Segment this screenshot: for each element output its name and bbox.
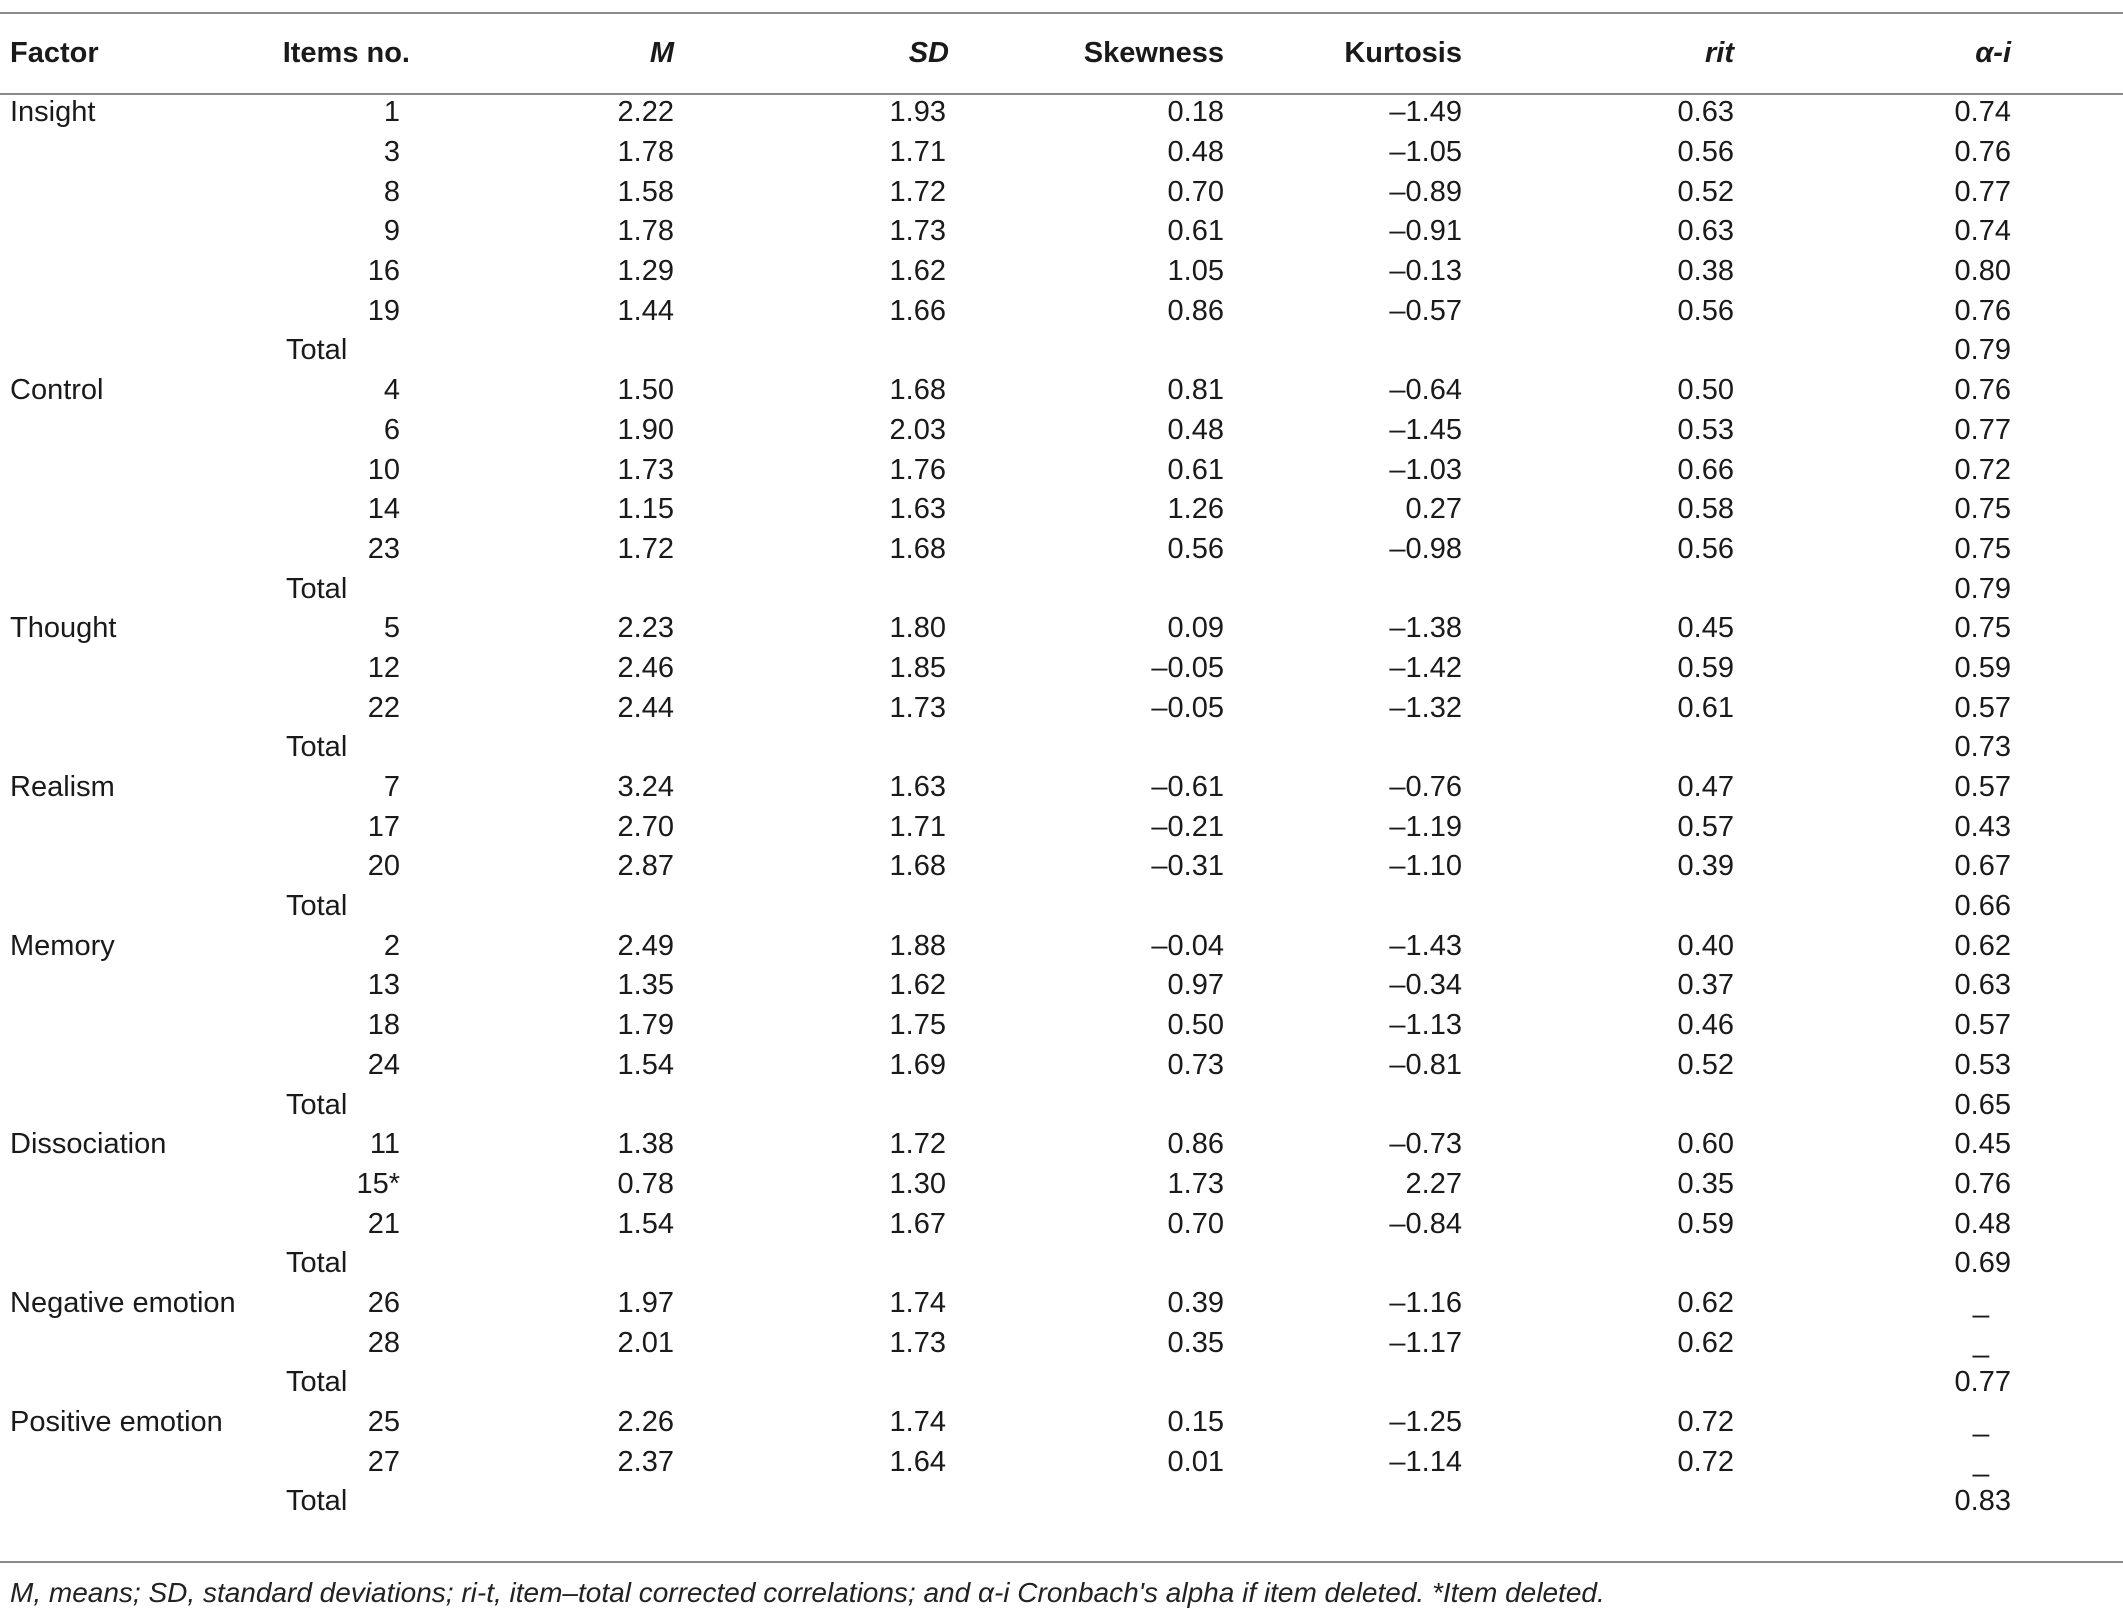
cell-item: 19 [367,294,400,327]
cell-factor: Insight [10,96,96,129]
cell-kurtosis: 2.27 [1405,1167,1462,1200]
cell-item: 3 [383,136,400,169]
header-sd: SD [908,37,949,69]
cell-rit: 0.53 [1677,413,1734,446]
cell-skewness: 0.48 [1167,413,1224,446]
cell-rit: 0.37 [1677,969,1734,1002]
cell-skewness: 0.86 [1167,1128,1224,1161]
cell-alpha: 0.57 [1954,771,2011,804]
cell-item: 27 [367,1445,400,1478]
cell-rit: 0.59 [1677,1207,1734,1240]
cell-item: 12 [367,651,400,684]
cell-alpha: 0.43 [1954,810,2011,843]
header-items: Items no. [282,37,410,69]
cell-kurtosis: –1.14 [1389,1445,1462,1478]
table-row [0,1125,2123,1165]
cell-sd: 1.62 [889,969,946,1002]
cell-skewness: 0.18 [1167,96,1224,129]
cell-kurtosis: –1.38 [1389,612,1462,645]
cell-kurtosis: –1.03 [1389,453,1462,486]
table-row [0,609,2123,649]
cell-rit: 0.59 [1677,651,1734,684]
cell-sd: 1.74 [889,1406,946,1439]
cell-rit: 0.72 [1677,1406,1734,1439]
cell-mean: 2.49 [617,929,674,962]
cell-skewness: –0.31 [1151,850,1224,883]
cell-item: 15* [356,1167,400,1200]
cell-sd: 1.69 [889,1048,946,1081]
total-alpha: 0.77 [1954,1366,2011,1399]
cell-mean: 2.26 [617,1406,674,1439]
cell-skewness: –0.04 [1151,929,1224,962]
cell-item: 1 [383,96,400,129]
cell-mean: 1.54 [617,1048,674,1081]
header-alpha: α-i [1975,37,2011,69]
cell-rit: 0.60 [1677,1128,1734,1161]
cell-alpha: 0.77 [1954,413,2011,446]
cell-sd: 1.72 [889,175,946,208]
cell-mean: 2.87 [617,850,674,883]
table-row [0,1204,2123,1244]
cell-mean: 1.50 [617,374,674,407]
total-alpha: 0.65 [1954,1088,2011,1121]
cell-kurtosis: –1.10 [1389,850,1462,883]
table-row [0,291,2123,331]
cell-mean: 2.37 [617,1445,674,1478]
cell-mean: 2.22 [617,96,674,129]
total-row [0,728,2123,768]
cell-factor [0,291,270,331]
cell-sd: 1.71 [889,810,946,843]
cell-kurtosis: –0.13 [1389,255,1462,288]
cell-item: 6 [383,413,400,446]
cell-item: 22 [367,691,400,724]
cell-factor: Positive emotion [10,1406,223,1439]
cell-alpha: 0.72 [1954,453,2011,486]
cell-factor [0,966,270,1006]
table-row [0,1323,2123,1363]
cell-item: 28 [367,1326,400,1359]
cell-sd: 1.85 [889,651,946,684]
cell-factor [0,1442,270,1482]
total-label: Total [286,1088,348,1121]
cell-skewness: 1.05 [1167,255,1224,288]
cell-sd: 1.73 [889,1326,946,1359]
cell-sd: 1.63 [889,771,946,804]
cell-item: 10 [367,453,400,486]
cell-factor [0,847,270,887]
cell-alpha: _ [1972,1445,1989,1478]
cell-rit: 0.50 [1677,374,1734,407]
cell-alpha: 0.76 [1954,1167,2011,1200]
cell-item: 4 [383,374,400,407]
table-row [0,1046,2123,1086]
table-row [0,1165,2123,1205]
cell-skewness: 1.26 [1167,493,1224,526]
table-row [0,212,2123,252]
cell-sd: 1.68 [889,374,946,407]
total-row [0,1363,2123,1403]
cell-mean: 2.46 [617,651,674,684]
cell-kurtosis: –1.16 [1389,1286,1462,1319]
table-row [0,1442,2123,1482]
cell-mean: 1.38 [617,1128,674,1161]
cell-item: 7 [383,771,400,804]
cell-skewness: 0.39 [1167,1286,1224,1319]
cell-item: 14 [367,493,400,526]
cell-rit: 0.35 [1677,1167,1734,1200]
cell-sd: 1.80 [889,612,946,645]
cell-skewness: 0.70 [1167,1207,1224,1240]
total-alpha: 0.79 [1954,334,2011,367]
header-kurtosis: Kurtosis [1344,37,1462,69]
total-alpha: 0.83 [1954,1485,2011,1518]
cell-skewness: –0.05 [1151,651,1224,684]
cell-rit: 0.66 [1677,453,1734,486]
cell-skewness: 0.15 [1167,1406,1224,1439]
total-label: Total [286,1247,348,1280]
cell-item: 20 [367,850,400,883]
table-row [0,649,2123,689]
cell-sd: 1.73 [889,691,946,724]
total-label: Total [286,1366,348,1399]
cell-factor [0,450,270,490]
cell-factor: Memory [10,929,115,962]
cell-rit: 0.57 [1677,810,1734,843]
cell-item: 24 [367,1048,400,1081]
total-row [0,1244,2123,1284]
cell-factor [0,411,270,451]
cell-item: 5 [383,612,400,645]
cell-factor [0,530,270,570]
total-label: Total [286,731,348,764]
cell-alpha: 0.53 [1954,1048,2011,1081]
cell-item: 13 [367,969,400,1002]
cell-factor [0,1204,270,1244]
cell-skewness: 0.97 [1167,969,1224,1002]
cell-item: 9 [383,215,400,248]
table-row [0,252,2123,292]
total-row [0,887,2123,927]
cell-alpha: _ [1972,1286,1989,1319]
cell-skewness: 0.86 [1167,294,1224,327]
cell-kurtosis: –0.34 [1389,969,1462,1002]
cell-alpha: 0.77 [1954,175,2011,208]
table-row [0,966,2123,1006]
statistics-table [0,14,2123,1522]
cell-skewness: 0.73 [1167,1048,1224,1081]
cell-kurtosis: –1.42 [1389,651,1462,684]
cell-factor [0,1006,270,1046]
cell-rit: 0.72 [1677,1445,1734,1478]
cell-rit: 0.46 [1677,1009,1734,1042]
cell-alpha: 0.75 [1954,612,2011,645]
cell-kurtosis: –1.19 [1389,810,1462,843]
cell-skewness: –0.61 [1151,771,1224,804]
table-row [0,371,2123,411]
cell-sd: 1.74 [889,1286,946,1319]
header-mean: M [649,37,674,69]
cell-sd: 1.67 [889,1207,946,1240]
table-row [0,1284,2123,1324]
total-alpha: 0.66 [1954,890,2011,923]
table-row [0,1006,2123,1046]
cell-mean: 1.90 [617,413,674,446]
cell-factor [0,649,270,689]
cell-skewness: 0.48 [1167,136,1224,169]
cell-skewness: –0.21 [1151,810,1224,843]
cell-kurtosis: –1.05 [1389,136,1462,169]
cell-mean: 1.72 [617,532,674,565]
cell-alpha: 0.74 [1954,215,2011,248]
cell-alpha: 0.45 [1954,1128,2011,1161]
cell-sd: 2.03 [889,413,946,446]
cell-mean: 3.24 [617,771,674,804]
cell-kurtosis: –0.76 [1389,771,1462,804]
cell-mean: 1.54 [617,1207,674,1240]
cell-kurtosis: –0.98 [1389,532,1462,565]
cell-alpha: 0.62 [1954,929,2011,962]
cell-mean: 1.15 [617,493,674,526]
cell-mean: 1.35 [617,969,674,1002]
cell-item: 25 [367,1406,400,1439]
cell-rit: 0.63 [1677,215,1734,248]
cell-item: 18 [367,1009,400,1042]
cell-sd: 1.93 [889,96,946,129]
cell-mean: 1.58 [617,175,674,208]
cell-kurtosis: –1.49 [1389,96,1462,129]
cell-factor [0,807,270,847]
table-row [0,450,2123,490]
cell-mean: 1.97 [617,1286,674,1319]
cell-kurtosis: –1.13 [1389,1009,1462,1042]
cell-rit: 0.52 [1677,175,1734,208]
cell-kurtosis: –1.43 [1389,929,1462,962]
cell-sd: 1.62 [889,255,946,288]
total-row [0,331,2123,371]
cell-mean: 1.78 [617,136,674,169]
cell-factor: Realism [10,771,115,804]
bottom-rule [0,1561,2123,1563]
table-row [0,807,2123,847]
total-label: Total [286,890,348,923]
cell-rit: 0.62 [1677,1326,1734,1359]
cell-kurtosis: –0.84 [1389,1207,1462,1240]
cell-factor [0,1323,270,1363]
cell-item: 2 [383,929,400,962]
table-row [0,926,2123,966]
cell-mean: 1.78 [617,215,674,248]
cell-factor [0,1165,270,1205]
cell-alpha: 0.75 [1954,493,2011,526]
cell-alpha: 0.63 [1954,969,2011,1002]
cell-rit: 0.56 [1677,532,1734,565]
cell-mean: 2.44 [617,691,674,724]
cell-mean: 0.78 [617,1167,674,1200]
cell-rit: 0.58 [1677,493,1734,526]
cell-rit: 0.45 [1677,612,1734,645]
table-row [0,530,2123,570]
cell-factor [0,172,270,212]
cell-mean: 1.44 [617,294,674,327]
cell-kurtosis: 0.27 [1405,493,1462,526]
cell-sd: 1.75 [889,1009,946,1042]
cell-kurtosis: –0.73 [1389,1128,1462,1161]
cell-mean: 1.73 [617,453,674,486]
cell-mean: 1.29 [617,255,674,288]
cell-rit: 0.62 [1677,1286,1734,1319]
cell-factor [0,252,270,292]
cell-sd: 1.30 [889,1167,946,1200]
cell-alpha: _ [1972,1406,1989,1439]
header-skewness: Skewness [1083,37,1224,69]
cell-kurtosis: –0.91 [1389,215,1462,248]
cell-skewness: 0.61 [1167,215,1224,248]
cell-item: 17 [367,810,400,843]
cell-rit: 0.38 [1677,255,1734,288]
cell-skewness: 0.70 [1167,175,1224,208]
cell-kurtosis: –0.89 [1389,175,1462,208]
cell-kurtosis: –0.57 [1389,294,1462,327]
table-row [0,411,2123,451]
cell-factor [0,133,270,173]
cell-skewness: –0.05 [1151,691,1224,724]
cell-sd: 1.68 [889,850,946,883]
total-alpha: 0.69 [1954,1247,2011,1280]
cell-alpha: 0.76 [1954,136,2011,169]
cell-alpha: _ [1972,1326,1989,1359]
total-alpha: 0.73 [1954,731,2011,764]
cell-sd: 1.71 [889,136,946,169]
cell-factor: Dissociation [10,1128,167,1161]
cell-alpha: 0.57 [1954,1009,2011,1042]
cell-item: 16 [367,255,400,288]
cell-rit: 0.52 [1677,1048,1734,1081]
cell-skewness: 0.81 [1167,374,1224,407]
cell-alpha: 0.75 [1954,532,2011,565]
cell-alpha: 0.67 [1954,850,2011,883]
cell-rit: 0.61 [1677,691,1734,724]
cell-alpha: 0.80 [1954,255,2011,288]
cell-alpha: 0.76 [1954,374,2011,407]
total-row [0,569,2123,609]
cell-kurtosis: –1.32 [1389,691,1462,724]
table-row [0,688,2123,728]
table-row [0,172,2123,212]
table-row [0,1403,2123,1443]
cell-item: 8 [383,175,400,208]
cell-skewness: 0.09 [1167,612,1224,645]
table-row [0,847,2123,887]
total-label: Total [286,1485,348,1518]
table-body [0,93,2123,1522]
table-row [0,93,2123,133]
cell-kurtosis: –0.81 [1389,1048,1462,1081]
cell-factor: Negative emotion [10,1286,236,1319]
cell-kurtosis: –1.25 [1389,1406,1462,1439]
total-label: Total [286,572,348,605]
cell-alpha: 0.59 [1954,651,2011,684]
table-header [0,14,2123,93]
cell-sd: 1.88 [889,929,946,962]
cell-mean: 1.79 [617,1009,674,1042]
cell-mean: 2.01 [617,1326,674,1359]
cell-skewness: 1.73 [1167,1167,1224,1200]
cell-skewness: 0.61 [1167,453,1224,486]
header-rit: rit [1705,37,1734,69]
cell-kurtosis: –0.64 [1389,374,1462,407]
table-caption: M, means; SD, standard deviations; ri-t, item–total corrected correlations; and α-i Cronbach's alpha if item deleted. *Item deleted. [10,1577,1605,1608]
cell-sd: 1.76 [889,453,946,486]
cell-item: 11 [369,1128,400,1161]
cell-factor: Thought [10,612,117,645]
cell-skewness: 0.50 [1167,1009,1224,1042]
total-row [0,1085,2123,1125]
table-row [0,768,2123,808]
total-label: Total [286,334,348,367]
cell-kurtosis: –1.17 [1389,1326,1462,1359]
cell-alpha: 0.48 [1954,1207,2011,1240]
cell-factor [0,688,270,728]
cell-sd: 1.68 [889,532,946,565]
cell-rit: 0.40 [1677,929,1734,962]
cell-item: 21 [367,1207,400,1240]
cell-skewness: 0.01 [1167,1445,1224,1478]
cell-mean: 2.70 [617,810,674,843]
cell-skewness: 0.56 [1167,532,1224,565]
cell-sd: 1.72 [889,1128,946,1161]
cell-kurtosis: –1.45 [1389,413,1462,446]
cell-mean: 2.23 [617,612,674,645]
cell-sd: 1.73 [889,215,946,248]
cell-rit: 0.47 [1677,771,1734,804]
cell-sd: 1.64 [889,1445,946,1478]
cell-factor [0,490,270,530]
cell-alpha: 0.57 [1954,691,2011,724]
cell-rit: 0.39 [1677,850,1734,883]
cell-factor [0,1046,270,1086]
cell-sd: 1.66 [889,294,946,327]
cell-factor: Control [10,374,104,407]
total-row [0,1482,2123,1522]
cell-factor [0,212,270,252]
cell-sd: 1.63 [889,493,946,526]
cell-rit: 0.56 [1677,294,1734,327]
table-row [0,133,2123,173]
cell-alpha: 0.76 [1954,294,2011,327]
cell-alpha: 0.74 [1954,96,2011,129]
header-factor: Factor [10,37,99,69]
cell-rit: 0.56 [1677,136,1734,169]
cell-item: 26 [367,1286,400,1319]
cell-rit: 0.63 [1677,96,1734,129]
table-row [0,490,2123,530]
cell-skewness: 0.35 [1167,1326,1224,1359]
total-alpha: 0.79 [1954,572,2011,605]
cell-item: 23 [367,532,400,565]
